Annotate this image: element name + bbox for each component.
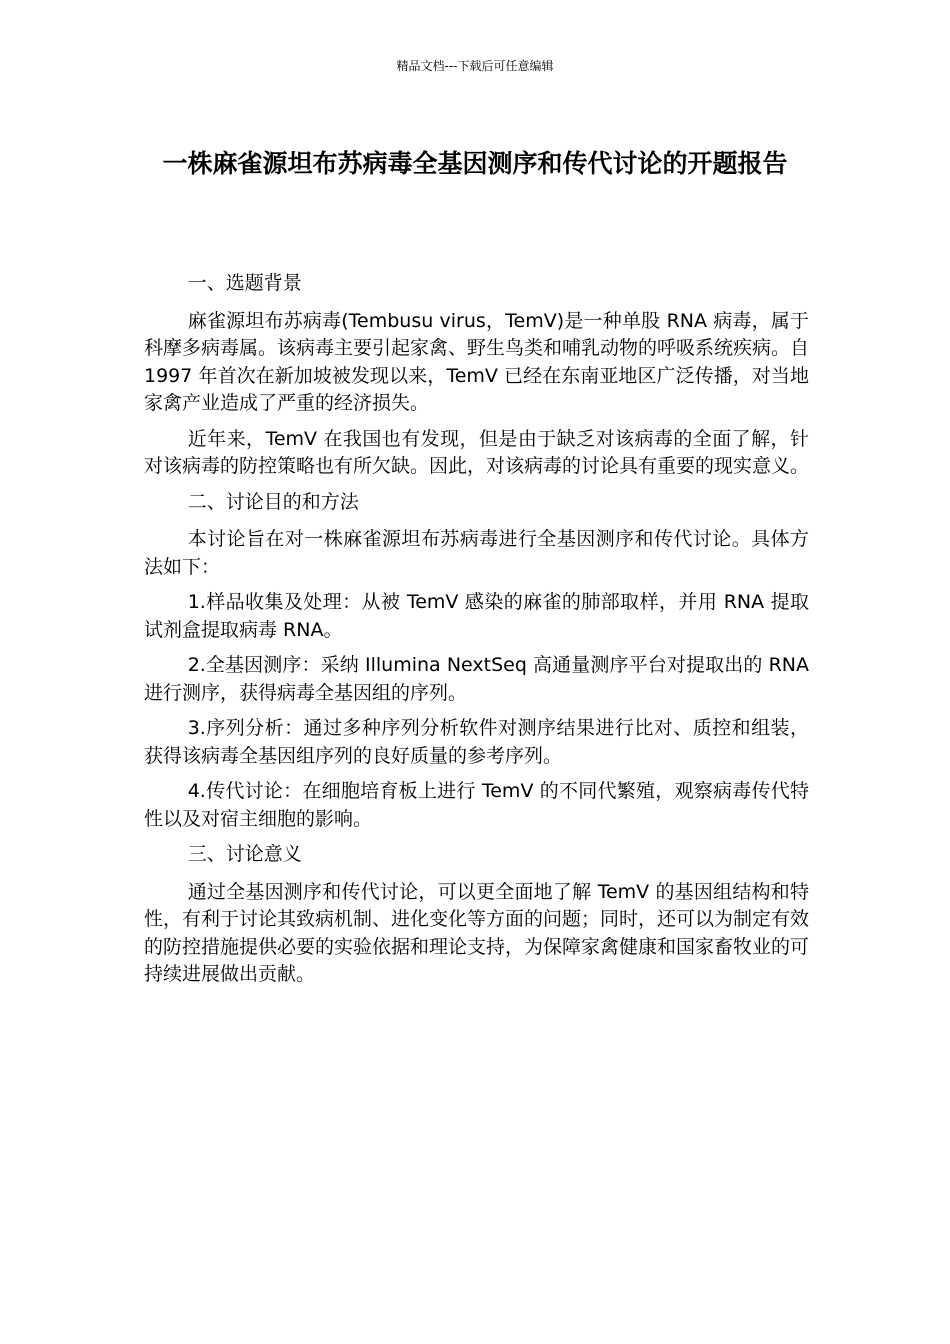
method-item-2: 2.全基因测序：采纳 Illumina NextSeq 高通量测序平台对提取出的 RNA 进行测序，获得病毒全基因组的序列。: [144, 654, 809, 704]
document-body: [144, 270, 809, 997]
paragraph-significance: 通过全基因测序和传代讨论，可以更全面地了解 TemV 的基因组结构和特性，有利于讨论其致病机制、进化变化等方面的问题；同时，还可以为制定有效的防控措施提供必要的实验依据和理论支持，为保障家禽健康和国家畜牧业的可持续进展做出贡献。: [144, 880, 810, 985]
section-heading-significance: 三、讨论意义: [187, 843, 302, 865]
method-item-1: 1.样品收集及处理：从被 TemV 感染的麻雀的肺部取样，并用 RNA 提取试剂盒提取病毒 RNA。: [144, 591, 809, 641]
paragraph-background-2: 近年来，TemV 在我国也有发现，但是由于缺乏对该病毒的全面了解，针对该病毒的防控策略也有所欠缺。因此，对该病毒的讨论具有重要的现实意义。: [144, 427, 810, 477]
header-note: 精品文档---下载后可任意编辑: [396, 59, 554, 73]
method-item-3: 3.序列分析：通过多种序列分析软件对测序结果进行比对、质控和组装，获得该病毒全基因组序列的良好质量的参考序列。: [144, 717, 809, 767]
paragraph-background-1: 麻雀源坦布苏病毒(Tembusu virus，TemV)是一种单股 RNA 病毒，属于科摩多病毒属。该病毒主要引起家禽、野生鸟类和哺乳动物的呼吸系统疾病。自 1997 年首次在新加坡被发现以来，TemV 已经在东南亚地区广泛传播，对当地家禽产业造成了严重的经济损失。: [144, 309, 810, 414]
document-title: 一株麻雀源坦布苏病毒全基因测序和传代讨论的开题报告: [162, 149, 788, 178]
method-item-4: 4.传代讨论：在细胞培育板上进行 TemV 的不同代繁殖，观察病毒传代特性以及对宿主细胞的影响。: [144, 780, 809, 830]
section-heading-methods: 二、讨论目的和方法: [187, 490, 359, 513]
paragraph-methods-intro: 本讨论旨在对一株麻雀源坦布苏病毒进行全基因测序和传代讨论。具体方法如下：: [144, 528, 809, 578]
section-heading-background: 一、选题背景: [187, 272, 302, 294]
